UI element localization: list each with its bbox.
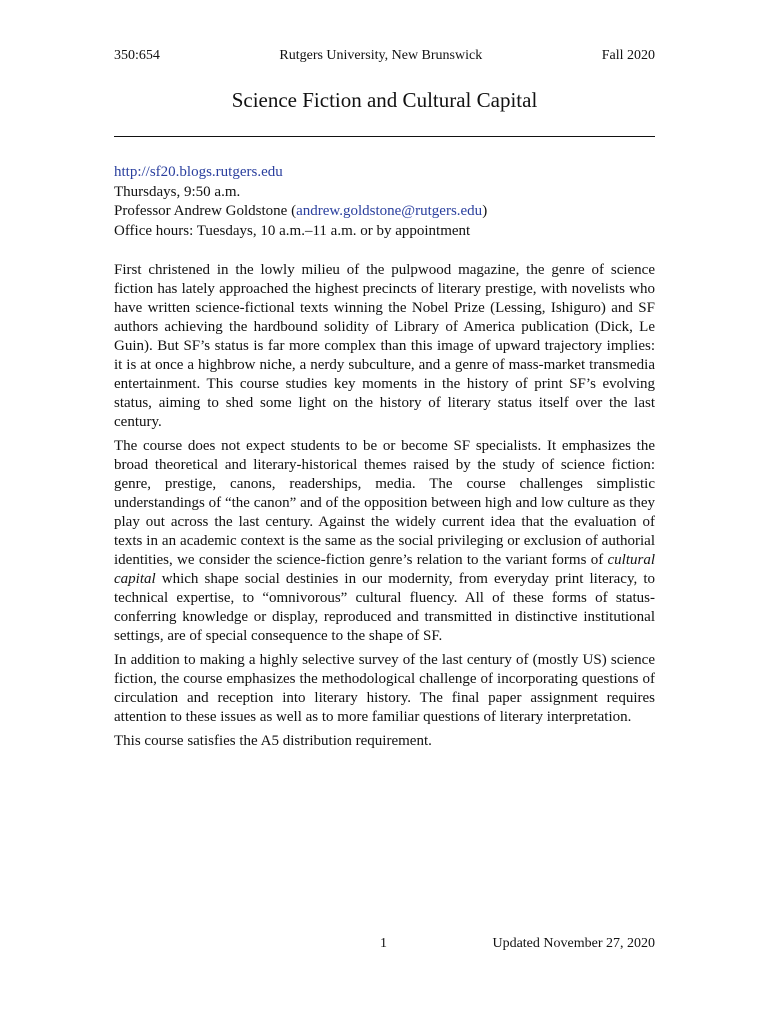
course-info — [114, 163, 655, 241]
professor-name: Professor Andrew Goldstone ( — [114, 203, 297, 219]
meeting-time: Thursdays, 9:50 a.m. — [114, 183, 241, 200]
paragraph-requirement: This course satisfies the A5 distribution requirement. — [114, 733, 432, 749]
course-number: 350:654 — [114, 48, 160, 63]
updated-date: Updated November 27, 2020 — [492, 936, 655, 951]
paragraph-intro: First christened in the lowly milieu of the pulpwood magazine, the genre of science fiction has lately approached the highest precincts of literary prestige, with novelists who have written science-fictional texts winning the Nobel Prize (Lessing, Ishiguro) and SF authors achieving the hardbound solidity of Library of America publication (Dick, Le Guin). But SF’s status is far more complex than this image of upward trajectory implies: it is at once a highbrow niche, a nerdy subculture, and a genre of mass-market transmedia entertainment. This course studies key moments in the history of print SF’s evolving status, aiming to shed some light on the history of literary status itself over the last century. — [114, 262, 655, 430]
office-hours: Office hours: Tuesdays, 10 a.m.–11 a.m. or by appointment — [114, 222, 471, 239]
paragraph-themes — [114, 437, 655, 646]
page-number: 1 — [380, 936, 387, 951]
page-header — [114, 48, 655, 64]
paragraph-themes-text-1: The course does not expect students to be or become SF specialists. It emphasizes the broad theoretical and literary-historical themes raised by the study of science fiction: genre, prestige, canons, readerships, media. The course challenges simplistic understandings of “the canon” and of the opposition between high and low culture as they play out across the last century. Against the widely current idea that the evaluation of texts in an academic context is the same as the social privileging or exclusion of authorial identities, we consider the science-fiction genre’s relation to the variant forms of — [114, 438, 655, 568]
institution-name: Rutgers University, New Brunswick — [279, 48, 483, 63]
paragraph-survey: In addition to making a highly selective survey of the last century of (mostly US) science fiction, the course emphasizes the methodological challenge of incorporating questions of circulation and reception into literary history. The final paper assignment requires attention to these issues as well as to more familiar questions of literary interpretation. — [114, 652, 655, 725]
professor-suffix: ) — [482, 203, 488, 219]
title-divider — [114, 136, 655, 137]
course-description — [114, 261, 655, 756]
syllabus-page — [114, 0, 655, 1024]
professor-email-link[interactable]: andrew.goldstone@rutgers.edu — [296, 203, 483, 219]
term: Fall 2020 — [601, 48, 655, 63]
paragraph-themes-text-2: which shape social destinies in our modernity, from everyday print literacy, to technical expertise, to “omnivorous” cultural fluency. All of these forms of status-conferring knowledge or display, reproduced and transmitted in distinctive institutional settings, are of special consequence to the shape of SF. — [114, 571, 655, 644]
page-title: Science Fiction and Cultural Capital — [231, 88, 538, 112]
course-website-link[interactable]: http://sf20.blogs.rutgers.edu — [114, 164, 283, 180]
cultural-capital-emphasis: cultural capital — [114, 552, 655, 587]
professor-line — [114, 202, 655, 222]
